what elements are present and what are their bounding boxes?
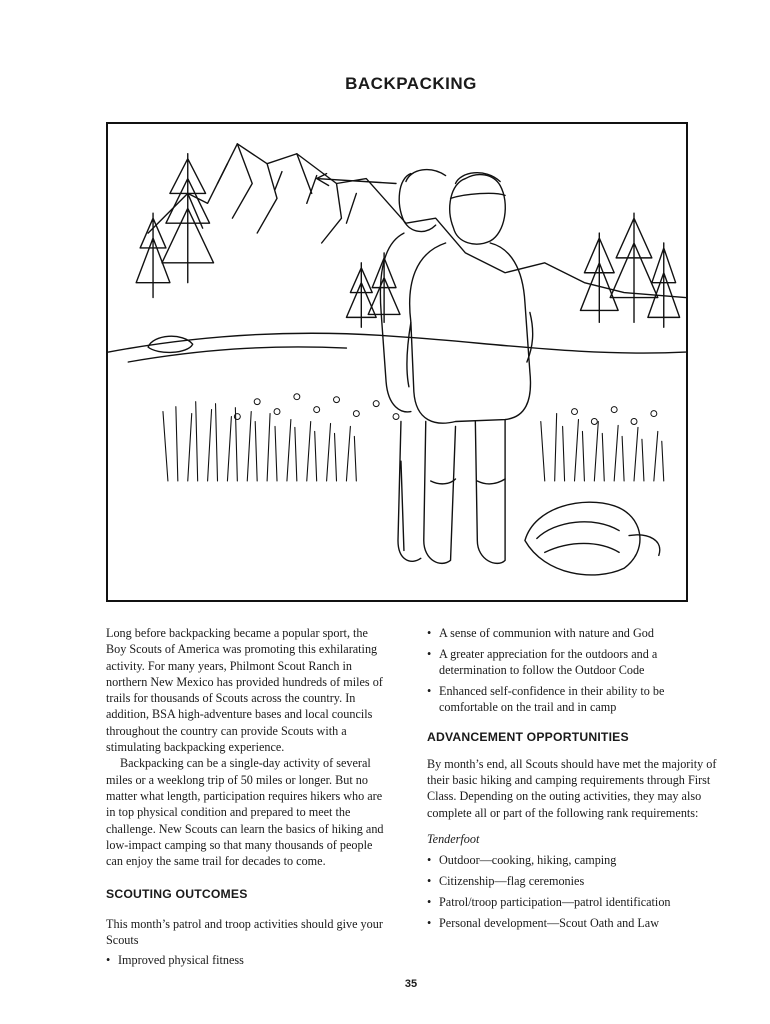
page-number: 35 xyxy=(404,978,418,990)
page-title: BACKPACKING xyxy=(345,74,477,93)
meadow-horizon xyxy=(108,333,685,353)
mountain-range xyxy=(148,144,685,298)
list-item: • Outdoor—cooking, hiking, camping xyxy=(427,853,617,868)
illustration-two-scouts-mountain-view xyxy=(106,122,688,602)
scouting-outcomes-heading: SCOUTING OUTCOMES xyxy=(106,887,248,902)
outcomes-intro: This month’s patrol and troop activities should give your Scouts xyxy=(106,916,383,948)
scout-figure-back xyxy=(317,170,446,562)
intro-paragraph: Long before backpacking became a popular sport, the Boy Scouts of America was promoting this exhilarating activity. For many years, Philmont Scout Ranch in northern New Mexico has provided hundreds of miles of trails for thousands of Scouts across the country. In addition, BSA high-adventure bases and local councils throughout the country can provide Scouts with a stimulating backpacking experience. xyxy=(106,626,383,755)
right-column xyxy=(427,625,719,935)
advancement-intro: By month’s end, all Scouts should have met the majority of their basic hiking and camping requirements through First Class. Depending on the outing activities, they may also complete all or part of the following rank requirements: xyxy=(427,756,717,820)
list-item: • Patrol/troop participation—patrol identification xyxy=(427,894,671,909)
pine-trees-right xyxy=(580,213,679,327)
list-item: • Improved physical fitness xyxy=(106,953,244,968)
outcomes-list-continued xyxy=(427,625,719,715)
backpack xyxy=(525,502,660,575)
list-item: • A greater appreciation for the outdoors and a determination to follow the Outdoor Code xyxy=(427,646,658,678)
outcomes-list xyxy=(106,952,390,968)
wildflowers xyxy=(234,394,656,425)
body-paragraph: Backpacking can be a single-day activity of several miles or a weeklong trip of 50 miles or longer. But no matter what length, participation requires hikers who are in top physical condition and prepared to meet the challenge. New Scouts can learn the basics of hiking and low-impact camping so that many thousands of people can enjoy the same trail for decades to come. xyxy=(106,756,384,869)
list-item: • Enhanced self-confidence in their ability to be comfortable on the trail and in camp xyxy=(427,683,665,715)
rank-label: Tenderfoot xyxy=(427,831,480,846)
left-column xyxy=(106,625,390,973)
list-item: • Citizenship—flag ceremonies xyxy=(427,874,585,889)
advancement-heading: ADVANCEMENT OPPORTUNITIES xyxy=(427,730,629,745)
list-item: • A sense of communion with nature and God xyxy=(427,626,654,640)
list-item: • Personal development—Scout Oath and Law xyxy=(427,915,659,930)
rank-requirements-list xyxy=(427,852,719,931)
